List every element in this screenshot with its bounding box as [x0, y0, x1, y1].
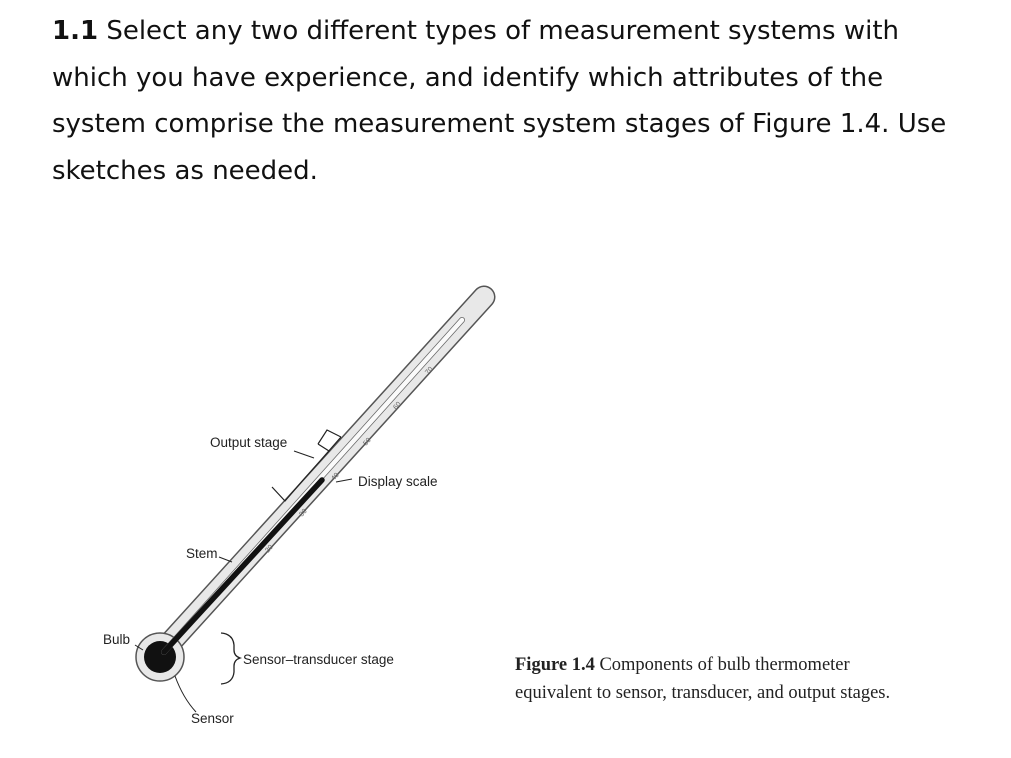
scale-tick-30: 30 — [298, 507, 309, 519]
stem-leader — [219, 557, 232, 562]
scale-tick-70: 70 — [424, 365, 435, 377]
display-scale-leader — [336, 479, 352, 482]
question-number: 1.1 — [52, 16, 99, 46]
figure-caption-label: Figure 1.4 — [515, 655, 595, 675]
label-sensor: Sensor — [191, 711, 234, 726]
sensor-leader — [175, 676, 196, 712]
label-output-stage: Output stage — [210, 435, 288, 450]
label-stem: Stem — [186, 546, 218, 561]
scale-tick-60: 60 — [392, 400, 403, 412]
output-stage-leader — [294, 451, 314, 458]
label-display-scale: Display scale — [358, 474, 438, 489]
fluid-column — [164, 480, 322, 652]
figure-caption-text: Components of bulb thermometer equivalent to sensor, transducer, and output stages. — [515, 655, 891, 703]
sensor-transducer-brace — [221, 633, 240, 684]
label-sensor-transducer-stage: Sensor–transducer stage — [243, 652, 394, 667]
scale-tick-50: 50 — [362, 436, 373, 448]
question-body: Select any two different types of measurement systems with which you have experience, and identify which attributes of the system comprise the measurement system stages of Figure 1.4. Use sketches as needed. — [52, 16, 947, 186]
scale-tick-20: 20 — [264, 543, 275, 555]
figure-caption — [515, 652, 925, 707]
label-bulb: Bulb — [103, 632, 131, 647]
scale-tick-40: 40 — [330, 471, 341, 483]
